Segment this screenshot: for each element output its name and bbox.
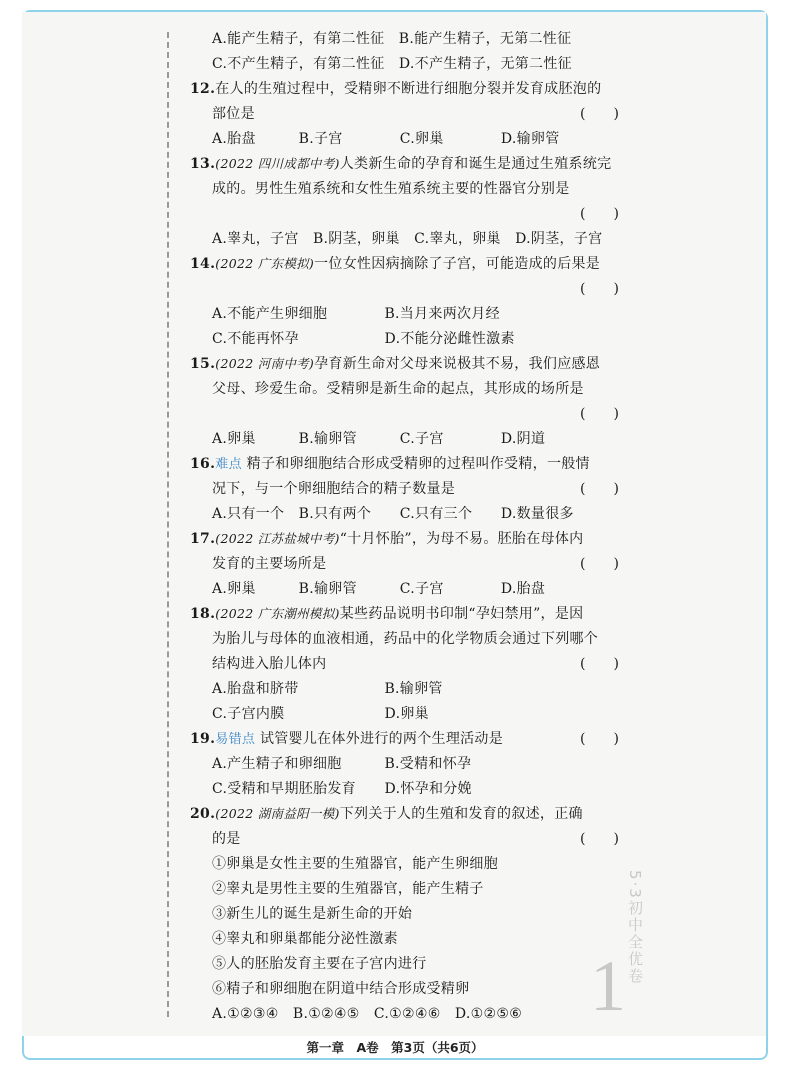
q14-options-row2: C.不能再怀孕 D.不能分泌雌性激素 [212,331,515,347]
q14-text: 一位女性因病摘除了子宫，可能造成的后果是 [314,256,601,272]
q19-stem [190,730,503,749]
q13-answer-blank[interactable]: ( ) [580,206,619,222]
q13-source: (2022 四川成都中考) [215,156,340,171]
q16-number: 16. [190,456,216,472]
q15-source: (2022 河南中考) [215,356,315,371]
q17-stem-line2: 发育的主要场所是 [212,556,327,572]
q19-text: 试管婴儿在体外进行的两个生理活动是 [259,731,504,747]
q13-number: 13. [190,156,216,172]
q15-stem-line2: 父母、珍爱生命。受精卵是新生命的起点，其形成的场所是 [212,381,584,397]
q12-number: 12. [190,81,216,97]
q13-text: 人类新生命的孕育和诞生是通过生殖系统完 [339,156,612,172]
page-footer: 第一章 A卷 第3页（共6页） [306,1040,484,1055]
q19-answer-blank[interactable]: ( ) [580,731,619,747]
q15-options: A.卵巢 B.输卵管 C.子宫 D.阴道 [212,431,546,447]
q14-stem [190,255,600,273]
q14-answer-blank[interactable]: ( ) [580,281,619,297]
q18-stem-line2: 为胎儿与母体的血液相通，药品中的化学物质会通过下列哪个 [212,631,599,647]
q20-statement-2: ②睾丸是男性主要的生殖器官，能产生精子 [212,881,484,897]
q12-text: 在人的生殖过程中，受精卵不断进行细胞分裂并发育成胚泡的 [215,81,602,97]
q12-stem [190,80,601,98]
q19-number: 19. [190,731,216,747]
q18-source: (2022 广东潮州模拟) [215,606,340,621]
q12-stem-line2: 部位是 [212,106,255,122]
q17-number: 17. [190,531,216,547]
q13-stem [190,155,611,173]
q16-answer-blank[interactable]: ( ) [580,481,619,497]
q14-options-row1: A.不能产生卵细胞 B.当月来两次月经 [212,306,500,322]
q20-statement-6: ⑥精子和卵细胞在阴道中结合形成受精卵 [212,981,470,997]
q15-stem [190,355,600,373]
q20-stem-line2: 的是 [212,831,241,847]
q16-text: 精子和卵细胞结合形成受精卵的过程叫作受精，一般情 [246,456,590,472]
q20-options: A.①②③④ B.①②④⑤ C.①②④⑥ D.①②⑤⑥ [212,1006,523,1022]
q18-text: 某些药品说明书印制“孕妇禁用”，是因 [339,606,584,622]
q11-options-row2: C.不产生精子，有第二性征 D.不产生精子，无第二性征 [212,56,572,72]
q18-stem [190,605,583,623]
q19-options-row1: A.产生精子和卵细胞 B.受精和怀孕 [212,756,472,772]
q20-statement-4: ④睾丸和卵巢都能分泌性激素 [212,931,398,947]
q18-answer-blank[interactable]: ( ) [580,656,619,672]
q16-difficulty-tag: 难点 [215,457,242,472]
binding-line [167,32,169,1017]
q18-options-row1: A.胎盘和脐带 B.输卵管 [212,681,443,697]
q14-number: 14. [190,256,216,272]
q17-text: “十月怀胎”，为母不易。胚胎在母体内 [339,531,584,547]
q12-options: A.胎盘 B.子宫 C.卵巢 D.输卵管 [212,131,560,147]
q16-stem-line2: 况下，与一个卵细胞结合的精子数量是 [212,481,456,497]
q20-answer-blank[interactable]: ( ) [580,831,619,847]
watermark-number: 1 [590,946,626,1026]
q20-source: (2022 湖南益阳一模) [215,806,340,821]
q19-difficulty-tag: 易错点 [215,732,256,747]
q15-answer-blank[interactable]: ( ) [580,406,619,422]
q16-stem [190,455,590,474]
q18-stem-line3: 结构进入胎儿体内 [212,656,327,672]
q16-options: A.只有一个 B.只有两个 C.只有三个 D.数量很多 [212,506,574,522]
q20-number: 20. [190,806,216,822]
q20-statement-1: ①卵巢是女性主要的生殖器官，能产生卵细胞 [212,856,498,872]
q20-statement-5: ⑤人的胚胎发育主要在子宫内进行 [212,956,427,972]
q20-text: 下列关于人的生殖和发育的叙述，正确 [339,806,583,822]
q17-options: A.卵巢 B.输卵管 C.子宫 D.胎盘 [212,581,546,597]
q11-options-row1: A.能产生精子，有第二性征 B.能产生精子，无第二性征 [212,31,572,47]
q18-options-row2: C.子宫内膜 D.卵巢 [212,706,429,722]
q14-source: (2022 广东模拟) [215,256,315,271]
q12-answer-blank[interactable]: ( ) [580,106,619,122]
q20-statement-3: ③新生儿的诞生是新生命的开始 [212,906,413,922]
q17-answer-blank[interactable]: ( ) [580,556,619,572]
q13-options: A.睾丸，子宫 B.阴茎，卵巢 C.睾丸，卵巢 D.阴茎，子宫 [212,231,603,247]
q18-number: 18. [190,606,216,622]
watermark-text: 5·3初中全优卷 [626,870,644,985]
q20-stem [190,805,583,823]
q13-stem-line2: 成的。男性生殖系统和女性生殖系统主要的性器官分别是 [212,181,570,197]
q17-stem [190,530,583,548]
q19-options-row2: C.受精和早期胚胎发育 D.怀孕和分娩 [212,781,472,797]
q15-number: 15. [190,356,216,372]
q15-text: 孕育新生命对父母来说极其不易，我们应感恩 [314,356,601,372]
q17-source: (2022 江苏盐城中考) [215,531,340,546]
